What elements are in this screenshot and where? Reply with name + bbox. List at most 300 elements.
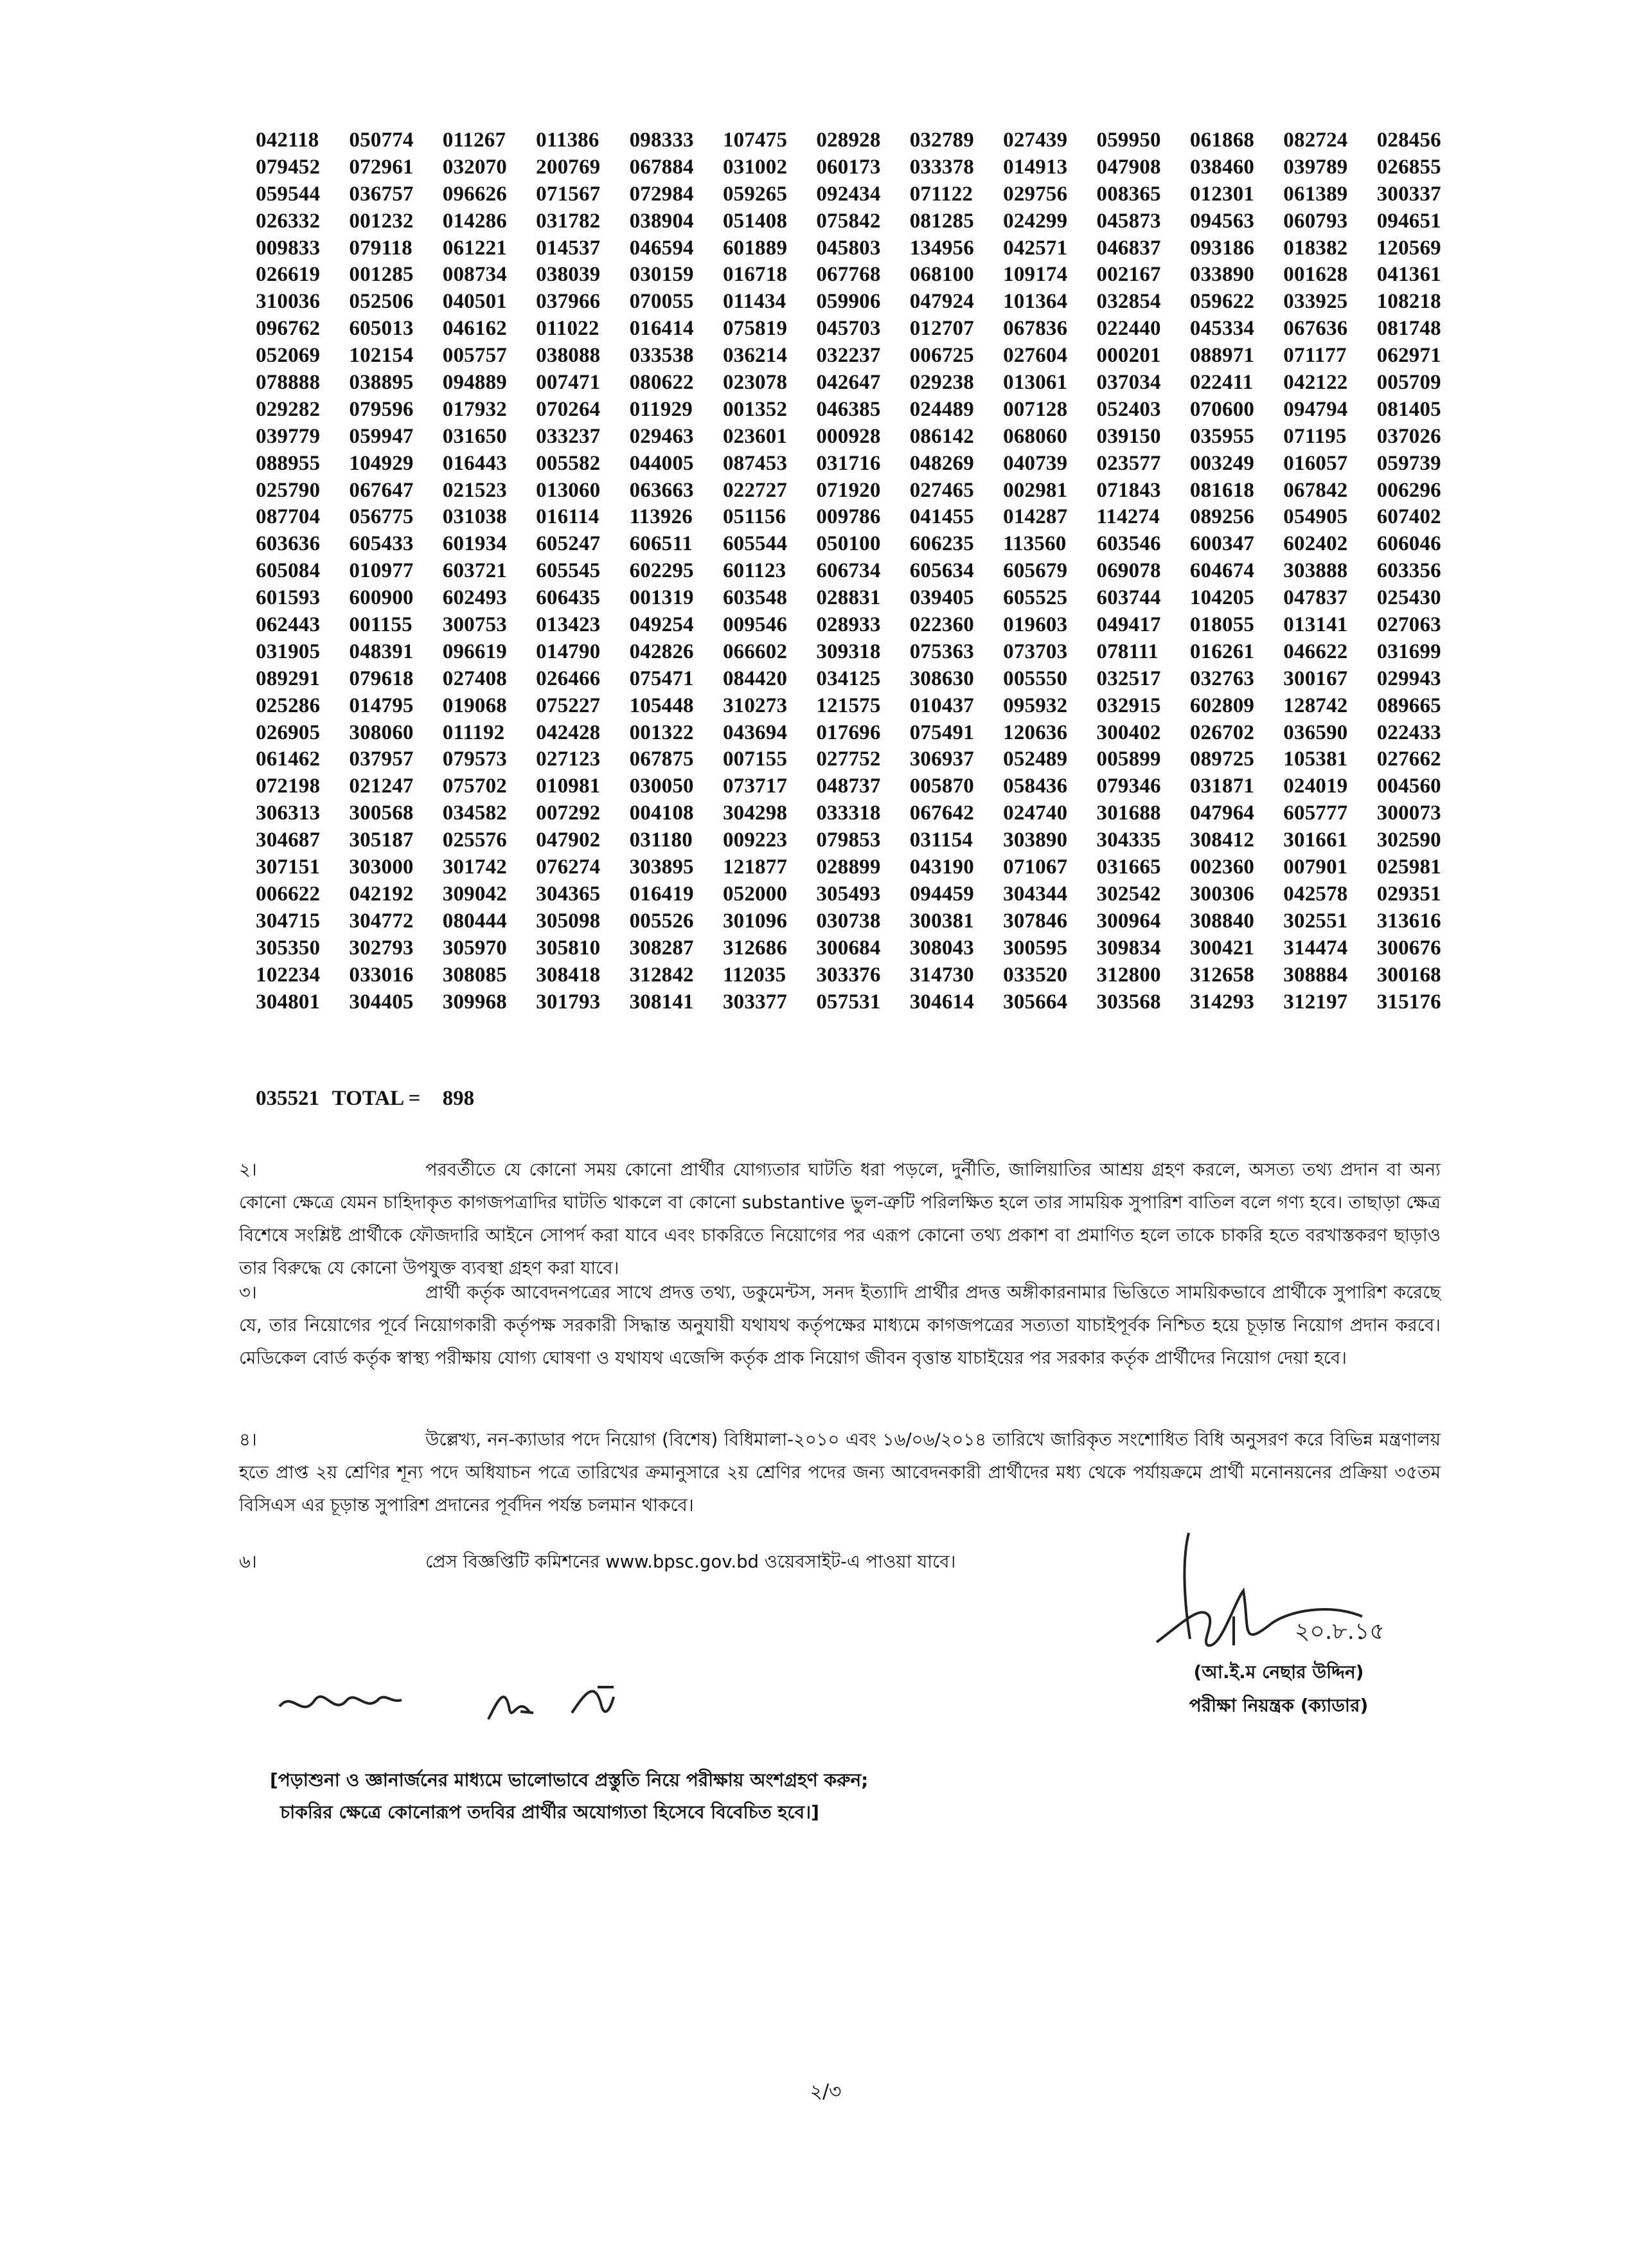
roll-number: 602295 xyxy=(629,559,694,583)
roll-number: 024489 xyxy=(909,397,974,421)
roll-number: 011386 xyxy=(536,129,600,152)
roll-number: 022440 xyxy=(1096,317,1161,341)
roll-number: 014537 xyxy=(536,236,601,260)
roll-number: 049417 xyxy=(1096,613,1161,637)
roll-number: 006622 xyxy=(256,882,321,906)
roll-number: 046594 xyxy=(629,236,694,260)
roll-number: 606235 xyxy=(909,532,974,556)
roll-number: 301096 xyxy=(722,909,788,933)
signatory-name: (আ.ই.ম নেছার উদ্দিন) xyxy=(1193,1661,1364,1683)
roll-number: 102154 xyxy=(349,344,414,368)
roll-number: 052489 xyxy=(1003,747,1068,771)
roll-number: 094651 xyxy=(1376,209,1441,233)
roll-number: 606046 xyxy=(1376,532,1441,556)
roll-number: 303000 xyxy=(349,855,414,879)
roll-number: 603546 xyxy=(1096,532,1161,556)
roll-number: 087704 xyxy=(256,505,321,529)
roll-number: 312658 xyxy=(1189,963,1255,987)
roll-number: 081748 xyxy=(1376,317,1441,341)
roll-number: 081405 xyxy=(1376,397,1441,421)
roll-number: 113560 xyxy=(1003,532,1067,556)
roll-number: 108218 xyxy=(1376,290,1441,314)
page-number: ২/৩ xyxy=(810,2080,842,2103)
roll-number: 006725 xyxy=(909,344,974,368)
roll-number: 021523 xyxy=(442,478,507,502)
roll-number: 001232 xyxy=(349,209,414,233)
roll-number: 068060 xyxy=(1003,424,1068,448)
roll-number: 027439 xyxy=(1003,129,1068,152)
roll-number: 308630 xyxy=(909,666,974,690)
roll-number: 047837 xyxy=(1283,586,1348,610)
roll-number: 096619 xyxy=(442,640,507,663)
roll-number: 071195 xyxy=(1283,424,1347,448)
roll-number: 308418 xyxy=(536,963,601,987)
roll-number: 016261 xyxy=(1189,640,1255,663)
roll-number: 039789 xyxy=(1283,155,1348,179)
roll-number: 011929 xyxy=(629,397,693,421)
roll-number: 121877 xyxy=(722,855,788,879)
roll-number: 079596 xyxy=(349,397,414,421)
paragraph-number: ৩। xyxy=(239,1282,257,1303)
roll-number: 033925 xyxy=(1283,290,1348,314)
roll-number: 046837 xyxy=(1096,236,1161,260)
roll-number: 041361 xyxy=(1376,263,1441,287)
roll-number: 007901 xyxy=(1283,855,1348,879)
roll-number: 304801 xyxy=(256,990,321,1014)
roll-number: 005526 xyxy=(629,909,694,933)
roll-number: 051156 xyxy=(722,505,786,529)
roll-number: 302551 xyxy=(1283,909,1348,933)
roll-number: 042428 xyxy=(536,720,601,744)
roll-number: 008734 xyxy=(442,263,507,287)
roll-number: 034125 xyxy=(816,666,881,690)
roll-number: 024740 xyxy=(1003,801,1068,825)
roll-number: 073717 xyxy=(722,774,788,798)
roll-number: 089665 xyxy=(1376,693,1441,717)
roll-number: 019068 xyxy=(442,693,507,717)
roll-number: 315176 xyxy=(1376,990,1441,1014)
roll-number: 309042 xyxy=(442,882,507,906)
roll-number: 302542 xyxy=(1096,882,1161,906)
roll-number: 072984 xyxy=(629,182,694,206)
roll-number: 302793 xyxy=(349,936,414,960)
roll-number: 037966 xyxy=(536,290,601,314)
roll-number: 079573 xyxy=(442,747,507,771)
roll-number: 087453 xyxy=(722,451,788,475)
roll-number: 042118 xyxy=(256,129,319,152)
roll-number: 052069 xyxy=(256,344,321,368)
roll-number: 013141 xyxy=(1283,613,1348,637)
roll-number: 036757 xyxy=(349,182,414,206)
roll-number: 071843 xyxy=(1096,478,1161,502)
roll-number: 001628 xyxy=(1283,263,1348,287)
roll-number: 027465 xyxy=(909,478,974,502)
roll-number: 041455 xyxy=(909,505,974,529)
roll-number: 089256 xyxy=(1189,505,1255,529)
roll-number: 105381 xyxy=(1283,747,1348,771)
roll-number: 601889 xyxy=(722,236,788,260)
roll-number: 011434 xyxy=(722,290,786,314)
roll-number: 005709 xyxy=(1376,371,1441,395)
roll-number: 026855 xyxy=(1376,155,1441,179)
roll-number: 305664 xyxy=(1003,990,1068,1014)
paragraph-number: ২। xyxy=(239,1159,257,1180)
roll-number: 013060 xyxy=(536,478,601,502)
roll-number: 075702 xyxy=(442,774,507,798)
roll-number: 072198 xyxy=(256,774,321,798)
roll-number: 048269 xyxy=(909,451,974,475)
roll-number: 040739 xyxy=(1003,451,1068,475)
roll-number: 025430 xyxy=(1376,586,1441,610)
roll-number: 603721 xyxy=(442,559,507,583)
roll-number: 604674 xyxy=(1189,559,1255,583)
roll-number: 089291 xyxy=(256,666,321,690)
roll-number: 031782 xyxy=(536,209,601,233)
roll-number: 082724 xyxy=(1283,129,1348,152)
roll-number: 001285 xyxy=(349,263,414,287)
roll-number: 301742 xyxy=(442,855,507,879)
roll-number: 042578 xyxy=(1283,882,1348,906)
roll-number: 603744 xyxy=(1096,586,1161,610)
roll-number: 304772 xyxy=(349,909,414,933)
roll-number: 051408 xyxy=(722,209,788,233)
roll-number: 001319 xyxy=(629,586,694,610)
roll-number: 063663 xyxy=(629,478,694,502)
roll-number: 309318 xyxy=(816,640,881,663)
roll-number: 105448 xyxy=(629,693,694,717)
roll-number: 009833 xyxy=(256,236,321,260)
roll-number: 061389 xyxy=(1283,182,1348,206)
roll-number: 027604 xyxy=(1003,344,1068,368)
roll-number: 308287 xyxy=(629,936,694,960)
roll-number: 067636 xyxy=(1283,317,1348,341)
roll-number: 016414 xyxy=(629,317,694,341)
roll-number: 308085 xyxy=(442,963,507,987)
roll-number: 001155 xyxy=(349,613,413,637)
roll-number: 602493 xyxy=(442,586,507,610)
roll-number: 067647 xyxy=(349,478,414,502)
roll-number: 303376 xyxy=(816,963,881,987)
roll-number: 010981 xyxy=(536,774,601,798)
roll-number: 042192 xyxy=(349,882,414,906)
roll-number: 049254 xyxy=(629,613,694,637)
roll-number: 600347 xyxy=(1189,532,1255,556)
roll-number: 031154 xyxy=(909,828,973,852)
roll-number: 308412 xyxy=(1189,828,1255,852)
roll-number: 605544 xyxy=(722,532,788,556)
roll-number: 014913 xyxy=(1003,155,1068,179)
roll-number: 308141 xyxy=(629,990,694,1014)
roll-number: 013061 xyxy=(1003,371,1068,395)
roll-number: 025790 xyxy=(256,478,321,502)
notice-line-1: [পড়াশুনা ও জ্ঞানার্জনের মাধ্যমে ভালোভাবে প্রস্তুতি নিয়ে পরীক্ষায় অংশগ্রহণ করুন; xyxy=(270,1769,869,1791)
roll-number: 060173 xyxy=(816,155,881,179)
roll-number: 037957 xyxy=(349,747,414,771)
roll-number: 303568 xyxy=(1096,990,1161,1014)
roll-number: 038460 xyxy=(1189,155,1255,179)
roll-number: 059950 xyxy=(1096,129,1161,152)
roll-number: 306937 xyxy=(909,747,974,771)
signatory-title: পরীক্ষা নিয়ন্ত্রক (ক্যাডার) xyxy=(1189,1695,1369,1716)
roll-number: 300568 xyxy=(349,801,414,825)
roll-number: 038895 xyxy=(349,371,414,395)
roll-number: 605679 xyxy=(1003,559,1068,583)
signature-graphic xyxy=(1137,1520,1446,1655)
roll-number: 112035 xyxy=(722,963,786,987)
roll-number: 300964 xyxy=(1096,909,1161,933)
roll-number: 028831 xyxy=(816,586,881,610)
roll-number: 301688 xyxy=(1096,801,1161,825)
roll-number: 002981 xyxy=(1003,478,1068,502)
roll-number: 007128 xyxy=(1003,397,1068,421)
roll-number: 005757 xyxy=(442,344,507,368)
roll-number: 021247 xyxy=(349,774,414,798)
roll-number: 079346 xyxy=(1096,774,1161,798)
roll-number: 059906 xyxy=(816,290,881,314)
roll-number: 012301 xyxy=(1189,182,1255,206)
roll-number: 011267 xyxy=(442,129,506,152)
roll-number: 603636 xyxy=(256,532,321,556)
roll-number: 024019 xyxy=(1283,774,1348,798)
roll-number: 026619 xyxy=(256,263,321,287)
roll-number: 048391 xyxy=(349,640,414,663)
roll-number: 075227 xyxy=(536,693,601,717)
total-value: 898 xyxy=(442,1087,475,1110)
roll-number: 601934 xyxy=(442,532,507,556)
roll-number: 007292 xyxy=(536,801,601,825)
roll-number: 312686 xyxy=(722,936,788,960)
roll-number: 043694 xyxy=(722,720,788,744)
roll-number: 603356 xyxy=(1376,559,1441,583)
roll-number: 059544 xyxy=(256,182,321,206)
roll-number: 308840 xyxy=(1189,909,1255,933)
roll-number: 075491 xyxy=(909,720,974,744)
roll-number: 607402 xyxy=(1376,505,1441,529)
roll-number: 046162 xyxy=(442,317,507,341)
paragraph-2 xyxy=(239,1154,1441,1285)
roll-number: 011022 xyxy=(536,317,600,341)
roll-number: 009546 xyxy=(722,613,788,637)
roll-number: 312197 xyxy=(1283,990,1348,1014)
roll-number: 314293 xyxy=(1189,990,1255,1014)
roll-number: 011192 xyxy=(442,720,505,744)
roll-number: 031650 xyxy=(442,424,507,448)
roll-number: 009786 xyxy=(816,505,881,529)
roll-number: 014287 xyxy=(1003,505,1068,529)
roll-number: 003249 xyxy=(1189,451,1255,475)
roll-number: 096762 xyxy=(256,317,321,341)
roll-number: 033538 xyxy=(629,344,694,368)
roll-number: 305810 xyxy=(536,936,601,960)
roll-number: 602809 xyxy=(1189,693,1255,717)
roll-number: 001352 xyxy=(722,397,788,421)
roll-number: 104929 xyxy=(349,451,414,475)
roll-number: 033016 xyxy=(349,963,414,987)
roll-number: 042571 xyxy=(1003,236,1068,260)
roll-number: 094563 xyxy=(1189,209,1255,233)
roll-number: 032237 xyxy=(816,344,881,368)
roll-number: 047908 xyxy=(1096,155,1161,179)
roll-number: 026905 xyxy=(256,720,321,744)
roll-number: 602402 xyxy=(1283,532,1348,556)
roll-number: 094459 xyxy=(909,882,974,906)
roll-number: 047924 xyxy=(909,290,974,314)
roll-number: 300073 xyxy=(1376,801,1441,825)
roll-number: 605634 xyxy=(909,559,974,583)
roll-number: 025286 xyxy=(256,693,321,717)
roll-number: 028456 xyxy=(1376,129,1441,152)
last-roll-number: 035521 xyxy=(256,1087,319,1110)
roll-number: 050100 xyxy=(816,532,881,556)
roll-number: 031905 xyxy=(256,640,321,663)
roll-number: 078888 xyxy=(256,371,321,395)
roll-number: 075819 xyxy=(722,317,788,341)
roll-number: 605777 xyxy=(1283,801,1348,825)
roll-number: 079618 xyxy=(349,666,414,690)
roll-number: 606734 xyxy=(816,559,881,583)
roll-number: 079118 xyxy=(349,236,413,260)
roll-number: 042826 xyxy=(629,640,694,663)
roll-number: 300595 xyxy=(1003,936,1068,960)
roll-number: 078111 xyxy=(1096,640,1159,663)
roll-number: 081618 xyxy=(1189,478,1255,502)
roll-number: 300337 xyxy=(1376,182,1441,206)
roll-number: 000201 xyxy=(1096,344,1161,368)
roll-number: 005582 xyxy=(536,451,601,475)
roll-number: 028933 xyxy=(816,613,881,637)
roll-number: 605525 xyxy=(1003,586,1068,610)
roll-number: 023078 xyxy=(722,371,788,395)
roll-number: 033520 xyxy=(1003,963,1068,987)
roll-number: 300753 xyxy=(442,613,507,637)
roll-number: 032763 xyxy=(1189,666,1255,690)
roll-number: 042647 xyxy=(816,371,881,395)
roll-number: 047902 xyxy=(536,828,601,852)
roll-number: 052403 xyxy=(1096,397,1161,421)
roll-number: 045803 xyxy=(816,236,881,260)
roll-number: 600900 xyxy=(349,586,414,610)
roll-number: 304405 xyxy=(349,990,414,1014)
roll-number: 068100 xyxy=(909,263,974,287)
roll-number: 032915 xyxy=(1096,693,1161,717)
roll-number: 002360 xyxy=(1189,855,1255,879)
roll-number: 028899 xyxy=(816,855,881,879)
roll-number: 098333 xyxy=(629,129,694,152)
roll-number: 107475 xyxy=(722,129,788,152)
roll-number: 080622 xyxy=(629,371,694,395)
roll-number: 101364 xyxy=(1003,290,1068,314)
roll-number: 013423 xyxy=(536,613,601,637)
notice-box xyxy=(270,1764,1362,1829)
roll-number: 300402 xyxy=(1096,720,1161,744)
roll-number: 031002 xyxy=(722,155,788,179)
roll-number: 029282 xyxy=(256,397,321,421)
roll-number: 300684 xyxy=(816,936,881,960)
roll-number: 307846 xyxy=(1003,909,1068,933)
roll-number: 039405 xyxy=(909,586,974,610)
roll-number: 605084 xyxy=(256,559,321,583)
roll-number: 052506 xyxy=(349,290,414,314)
signature-date: ২০.৮.১৫ xyxy=(1295,1618,1385,1645)
roll-number: 006296 xyxy=(1376,478,1441,502)
roll-number: 005550 xyxy=(1003,666,1068,690)
roll-number: 019603 xyxy=(1003,613,1068,637)
roll-number: 305098 xyxy=(536,909,601,933)
roll-number: 069078 xyxy=(1096,559,1161,583)
roll-number: 002167 xyxy=(1096,263,1161,287)
roll-number: 304614 xyxy=(909,990,974,1014)
roll-number: 035955 xyxy=(1189,424,1255,448)
roll-number: 054905 xyxy=(1283,505,1348,529)
roll-number: 301793 xyxy=(536,990,601,1014)
roll-number: 037034 xyxy=(1096,371,1161,395)
roll-number: 024299 xyxy=(1003,209,1068,233)
roll-number: 312842 xyxy=(629,963,694,987)
roll-number: 094794 xyxy=(1283,397,1348,421)
roll-number: 606435 xyxy=(536,586,601,610)
roll-number: 027662 xyxy=(1376,747,1441,771)
roll-number: 075363 xyxy=(909,640,974,663)
roll-number: 059739 xyxy=(1376,451,1441,475)
roll-number: 026332 xyxy=(256,209,321,233)
roll-number: 067875 xyxy=(629,747,694,771)
roll-number: 088971 xyxy=(1189,344,1255,368)
roll-number: 034582 xyxy=(442,801,507,825)
roll-number: 075842 xyxy=(816,209,881,233)
roll-number: 061462 xyxy=(256,747,321,771)
roll-number: 303890 xyxy=(1003,828,1068,852)
roll-number: 304687 xyxy=(256,828,321,852)
roll-number: 030050 xyxy=(629,774,694,798)
roll-number: 016419 xyxy=(629,882,694,906)
roll-number: 032854 xyxy=(1096,290,1161,314)
roll-number: 062443 xyxy=(256,613,321,637)
roll-number: 022360 xyxy=(909,613,974,637)
roll-number: 300168 xyxy=(1376,963,1441,987)
roll-number: 071122 xyxy=(909,182,973,206)
roll-number: 605247 xyxy=(536,532,601,556)
roll-number: 309968 xyxy=(442,990,507,1014)
roll-number: 601123 xyxy=(722,559,786,583)
roll-number: 300306 xyxy=(1189,882,1255,906)
roll-number: 300421 xyxy=(1189,936,1255,960)
roll-number: 026466 xyxy=(536,666,601,690)
roll-number: 022727 xyxy=(722,478,788,502)
roll-number: 023577 xyxy=(1096,451,1161,475)
roll-number: 033378 xyxy=(909,155,974,179)
roll-number: 308884 xyxy=(1283,963,1348,987)
roll-number: 067842 xyxy=(1283,478,1348,502)
roll-number: 030738 xyxy=(816,909,881,933)
roll-number: 010977 xyxy=(349,559,414,583)
roll-number: 605545 xyxy=(536,559,601,583)
roll-number: 312800 xyxy=(1096,963,1161,987)
roll-number: 059265 xyxy=(722,182,788,206)
roll-number: 004108 xyxy=(629,801,694,825)
paragraph-number: ৬। xyxy=(239,1552,257,1572)
roll-number: 027752 xyxy=(816,747,881,771)
roll-number: 306313 xyxy=(256,801,321,825)
roll-number: 303888 xyxy=(1283,559,1348,583)
roll-number: 310036 xyxy=(256,290,321,314)
roll-number: 070055 xyxy=(629,290,694,314)
roll-number: 036214 xyxy=(722,344,788,368)
roll-number-grid xyxy=(256,127,1470,1015)
roll-number: 028928 xyxy=(816,129,881,152)
paragraph-text: প্রার্থী কর্তৃক আবেদনপত্রের সাথে প্রদত্ত তথ্য, ডকুমেন্টস, সনদ ইত্যাদি প্রার্থীর প্রদত্ত অঙ্গীকারনামার ভিত্তিতে সাময়িকভাবে প্রার্থীকে সুপারিশ করেছে যে, তার নিয়োগের পূর্বে নিয়োগকারী কর্তৃপক্ষ সরকারী সিদ্ধান্ত অনুযায়ী যথাযথ কর্তৃপক্ষের মাধ্যমে কাগজপত্রের সত্যতা যাচাইপূর্বক নিশ্চিত হয়ে চূড়ান্ত নিয়োগ প্রদান করবে। মেডিকেল বোর্ড কর্তৃক স্বাস্থ্য পরীক্ষায় যোগ্য ঘোষণা ও যথাযথ এজেন্সি কর্তৃক প্রাক নিয়োগ জীবন বৃত্তান্ত যাচাইয়ের পর সরকার কর্তৃক প্রার্থীদের নিয়োগ দেয়া হবে। xyxy=(239,1282,1441,1368)
roll-number: 031871 xyxy=(1189,774,1255,798)
roll-number: 073703 xyxy=(1003,640,1068,663)
